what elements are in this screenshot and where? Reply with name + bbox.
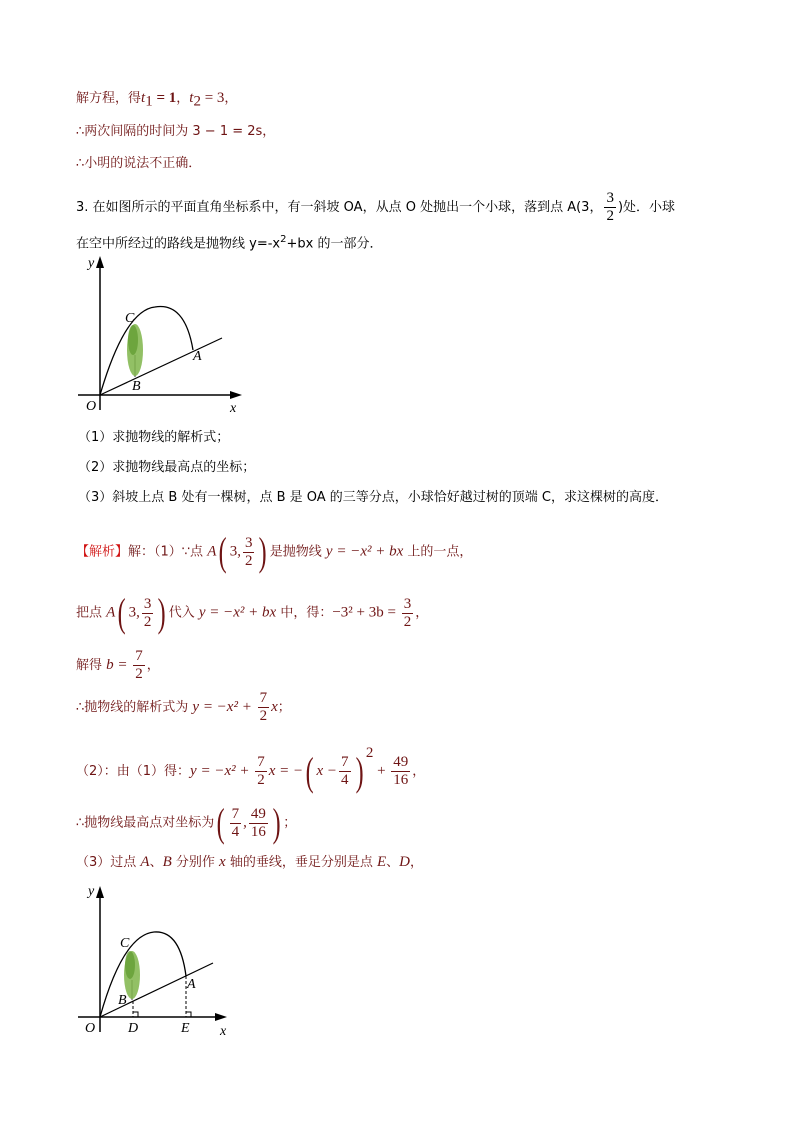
- denominator: 4: [341, 772, 349, 788]
- text: ；: [283, 815, 297, 831]
- fraction: [604, 190, 616, 225]
- text: ；: [277, 700, 291, 715]
- text: 是抛物线: [269, 544, 326, 560]
- text: （2）：由（1）得：: [76, 764, 191, 779]
- numerator: 7: [257, 754, 265, 770]
- text: ，: [224, 91, 238, 106]
- svg-text:B: B: [132, 379, 141, 394]
- solution-line-7: [76, 852, 423, 873]
- math: x = −: [268, 763, 304, 779]
- denominator: 16: [393, 772, 409, 788]
- text: 分别作: [171, 855, 220, 870]
- denominator: 2: [257, 772, 265, 788]
- text: 代入: [168, 605, 199, 621]
- fraction: [258, 690, 270, 725]
- text: +bx 的一部分．: [286, 236, 383, 252]
- svg-text:y: y: [88, 256, 95, 271]
- denominator: 16: [250, 823, 266, 840]
- text: 在如图所示的平面直角坐标系中，有一斜坡 OA，从点 O 处抛出一个小球，落到点 A(3，: [92, 200, 603, 215]
- svg-text:B: B: [118, 993, 127, 1008]
- text: 上的一点，: [403, 544, 473, 560]
- y-axis-arrow-icon: [96, 256, 104, 268]
- fraction: [255, 754, 267, 789]
- text: ，: [410, 855, 424, 870]
- previous-solution-line-2: ∴两次间隔的时间为 3 − 1 = 2s，: [76, 124, 276, 139]
- text: ，: [412, 764, 426, 779]
- math-var: B: [162, 854, 172, 870]
- text: 解：（1）∵点: [128, 544, 208, 560]
- denominator: 2: [244, 552, 253, 569]
- subscript: 1: [145, 93, 153, 110]
- math: +: [373, 763, 390, 779]
- math: = 3: [200, 90, 225, 106]
- fraction: [391, 754, 410, 789]
- solution-line-5: [76, 743, 425, 792]
- left-paren: (: [219, 529, 228, 574]
- right-paren: ): [259, 529, 268, 574]
- right-paren: ): [355, 748, 364, 794]
- math-var: A: [207, 543, 217, 560]
- denominator: 2: [606, 208, 614, 224]
- math: b =: [106, 657, 132, 673]
- subscript: 2: [193, 93, 201, 110]
- svg-text:x: x: [230, 401, 237, 416]
- math: y = −x² + bx: [198, 604, 277, 621]
- svg-text:O: O: [86, 399, 97, 414]
- math-var: A: [106, 604, 116, 621]
- text: ∴抛物线的解析式为: [76, 700, 193, 715]
- fraction: [142, 596, 154, 631]
- problem-statement-line-1: [76, 190, 675, 225]
- figure-2-parabola-diagram: [70, 880, 250, 1040]
- svg-text:O: O: [85, 1021, 96, 1036]
- text: ，: [415, 605, 429, 621]
- problem-number: 3.: [76, 200, 89, 215]
- left-paren: (: [117, 590, 126, 635]
- fraction: [243, 535, 255, 570]
- math-var: x: [271, 699, 278, 715]
- svg-text:D: D: [128, 1021, 139, 1036]
- text: 在空中所经过的路线是抛物线 y=-x: [76, 236, 281, 252]
- comma: ,: [243, 814, 247, 831]
- fraction: [339, 754, 351, 789]
- solution-line-2: [76, 590, 429, 635]
- svg-text:A: A: [187, 977, 196, 992]
- math: y = −x² +: [192, 699, 256, 715]
- right-paren: ): [158, 590, 167, 635]
- previous-solution-line-1: [76, 88, 237, 112]
- text: ∴抛物线最高点对坐标为: [76, 815, 215, 831]
- fraction: [402, 596, 414, 631]
- math: y = −x² +: [190, 763, 254, 779]
- numerator: 7: [259, 690, 268, 706]
- solution-line-4: [76, 690, 291, 725]
- figure-1-parabola-diagram: [70, 250, 250, 420]
- numerator: 3: [143, 595, 152, 612]
- solution-line-3: [76, 648, 160, 683]
- text: )处．小球: [617, 200, 676, 215]
- previous-solution-line-3: ∴小明的说法不正确．: [76, 156, 202, 171]
- text: （3）过点: [76, 855, 141, 870]
- math: −3² + 3b =: [332, 604, 400, 621]
- text: 中，得：: [276, 605, 333, 621]
- question-2: （2）求抛物线最高点的坐标；: [78, 460, 256, 475]
- right-paren: ): [272, 800, 281, 845]
- numerator: 49: [393, 754, 409, 770]
- denominator: 2: [259, 708, 268, 724]
- x-axis-arrow-icon: [230, 391, 242, 399]
- text: 、: [386, 855, 400, 870]
- question-1: （1）求抛物线的解析式；: [78, 430, 230, 445]
- numerator: 49: [250, 805, 266, 822]
- numerator: 3: [403, 595, 412, 612]
- math: x −: [316, 763, 337, 779]
- solution-line-1: [76, 529, 473, 574]
- numerator: 7: [341, 754, 349, 770]
- math-var: x: [219, 854, 226, 870]
- math: y = −x² + bx: [325, 543, 404, 560]
- math: = 1: [152, 90, 177, 106]
- math: 3,: [229, 543, 241, 560]
- text: 解得: [76, 658, 107, 673]
- math-var: A: [140, 854, 150, 870]
- text: 把点: [76, 605, 107, 621]
- math-var: t: [141, 90, 146, 106]
- y-axis-arrow-icon: [96, 886, 104, 898]
- question-3: （3）斜坡上点 B 处有一棵树，点 B 是 OA 的三等分点，小球恰好越过树的顶端 C，求这棵树的高度．: [78, 490, 669, 505]
- numerator: 3: [244, 534, 253, 551]
- numerator: 7: [231, 805, 240, 822]
- denominator: 4: [231, 823, 240, 840]
- math-var: E: [376, 854, 387, 870]
- fraction: [249, 806, 268, 841]
- analysis-tag: 【解析】: [76, 544, 129, 560]
- tree-icon: [127, 324, 143, 377]
- denominator: 2: [403, 613, 412, 630]
- denominator: 2: [143, 613, 152, 630]
- math-var: D: [399, 854, 410, 870]
- solution-line-6: [76, 800, 297, 845]
- svg-text:C: C: [120, 936, 130, 951]
- text: 、: [149, 855, 163, 870]
- math-var: t: [189, 90, 194, 106]
- left-paren: (: [305, 748, 314, 794]
- numerator: 7: [135, 648, 143, 664]
- denominator: 2: [135, 666, 143, 682]
- math: 3,: [128, 604, 140, 621]
- text: ，: [176, 91, 190, 106]
- svg-text:E: E: [181, 1021, 190, 1036]
- fraction: [230, 806, 242, 841]
- left-paren: (: [216, 800, 225, 845]
- svg-text:y: y: [88, 884, 95, 899]
- text: 轴的垂线，垂足分别是点: [225, 855, 377, 870]
- text: 解方程，得: [76, 91, 142, 106]
- superscript: 2: [280, 234, 287, 245]
- x-axis-arrow-icon: [215, 1013, 227, 1021]
- superscript: 2: [365, 745, 374, 761]
- text: ，: [146, 658, 160, 673]
- fraction: [133, 648, 145, 683]
- numerator: 3: [606, 190, 614, 206]
- svg-text:C: C: [125, 311, 135, 326]
- svg-text:x: x: [220, 1024, 227, 1039]
- svg-text:A: A: [193, 349, 202, 364]
